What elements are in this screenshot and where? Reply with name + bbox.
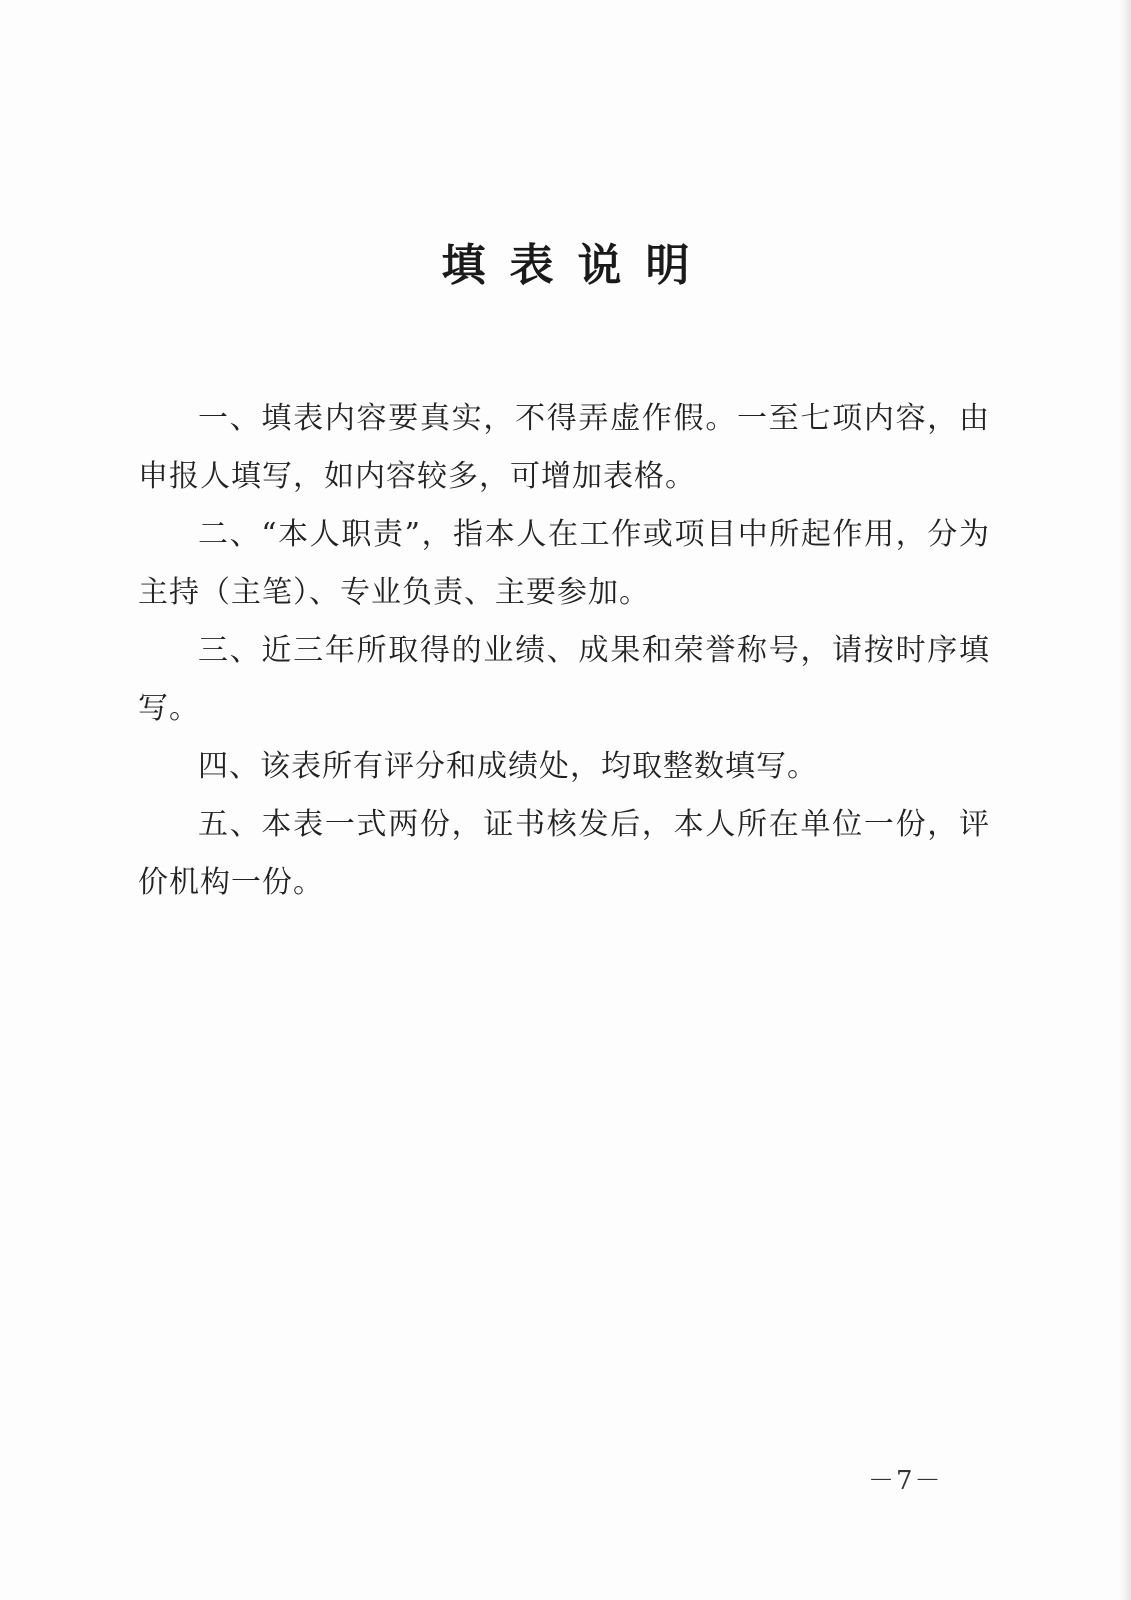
- instruction-paragraph-5: 五、本表一式两份，证书核发后，本人所在单位一份，评价机构一份。: [138, 807, 990, 900]
- page-title: 填表说明: [441, 240, 714, 291]
- instruction-paragraph-1: 一、填表内容要真实，不得弄虚作假。一至七项内容，由申报人填写，如内容较多，可增加表格。: [138, 401, 990, 494]
- instruction-paragraph-2: 二、“本人职责”，指本人在工作或项目中所起作用，分为主持（主笔）、专业负责、主要参加。: [138, 517, 990, 610]
- instruction-paragraph-3: 三、近三年所取得的业绩、成果和荣誉称号，请按时序填写。: [138, 633, 990, 726]
- page-number: －7－: [868, 1466, 943, 1496]
- instruction-paragraph-4: 四、该表所有评分和成绩处，均取整数填写。: [198, 749, 818, 784]
- instructions-body: [138, 390, 990, 912]
